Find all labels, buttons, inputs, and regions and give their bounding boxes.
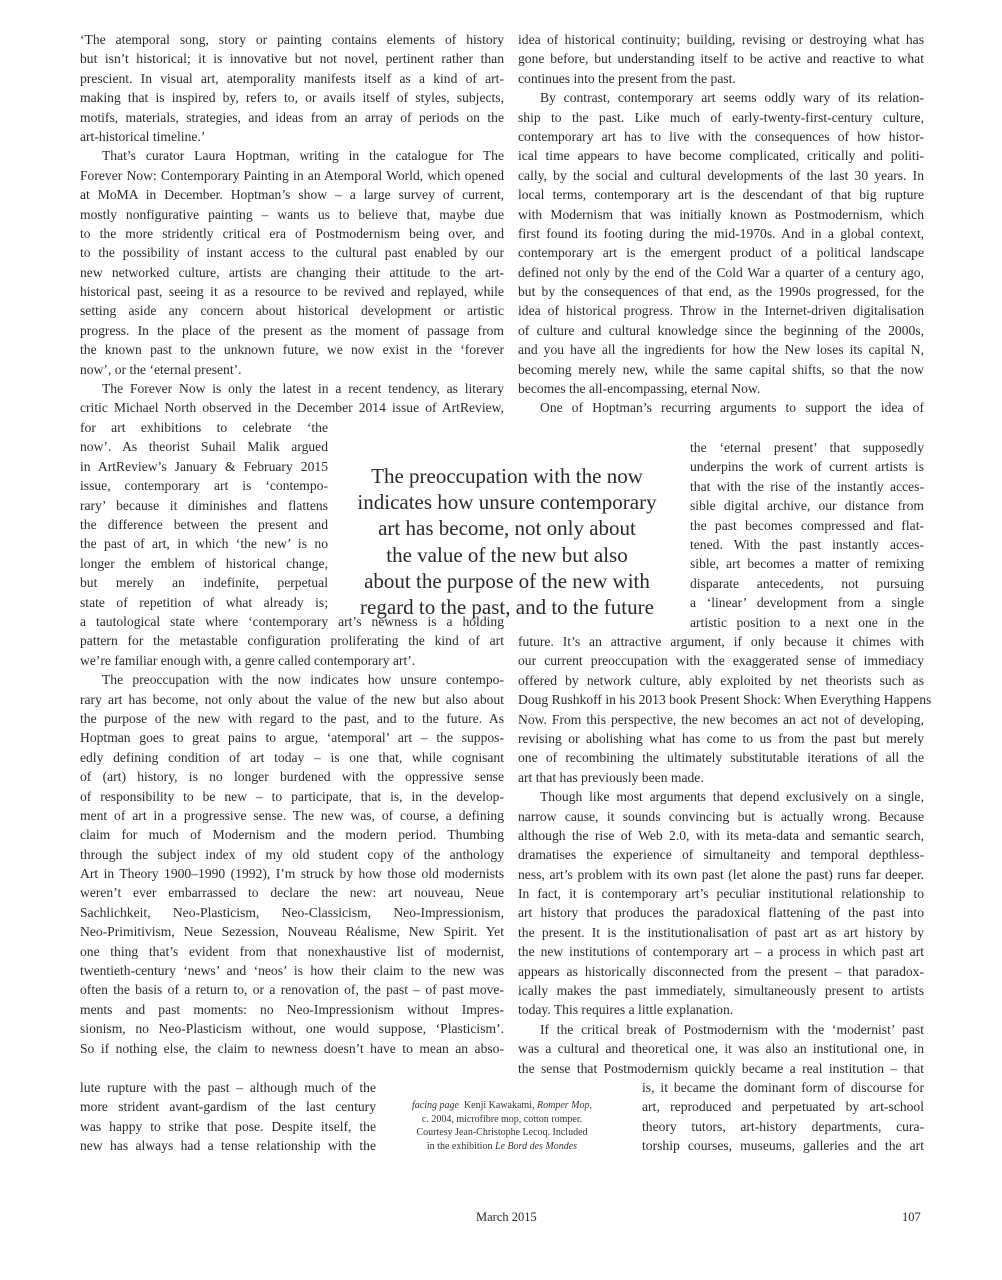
left-column-narrow <box>80 418 328 612</box>
text-line: today. This requires a little explanation. <box>518 1002 734 1018</box>
text-line: weren’t ever embarrassed to declare the new: art nouveau, Neue <box>80 885 504 901</box>
text-line: rary art has become, not only about the value of the new but also about <box>80 691 504 707</box>
text-line: a tautological state where ‘contemporary art’s newness is a holding <box>80 614 504 629</box>
text-line: the purpose of the new with regard to the past, and to the future. As <box>80 710 504 726</box>
text-line: art that has previously been made. <box>518 769 704 785</box>
caption-line: facing page Kenji Kawakami, Romper Mop, <box>412 1100 592 1111</box>
text-line: The preoccupation with the now indicates how unsure contempo- <box>102 672 504 688</box>
caption-line: c. 2004, microfibre mop, cotton romper. <box>421 1113 583 1125</box>
text-line: but by the consequences of that end, as the 1990s progressed, for the <box>518 284 924 300</box>
caption-line: Courtesy Jean-Christophe Lecoq. Included <box>416 1127 588 1139</box>
text-line: prescient. In visual art, atemporality manifests itself as a kind of art- <box>80 70 504 86</box>
text-line: in ArtReview’s January & February 2015 <box>80 458 328 474</box>
pull-quote <box>352 463 662 620</box>
text-line: critic Michael North observed in the December 2014 issue of ArtReview, <box>80 400 504 416</box>
text-line: underpins the work of current artists is <box>690 459 924 475</box>
text-line: ship to the past. Like much of early-twenty-first-century culture, <box>518 109 924 125</box>
text-line: but isn’t historical; it is innovative but not novel, pertinent rather than <box>80 51 504 67</box>
text-line: of responsibility to be new – to participate, that is, in the develop- <box>80 788 504 804</box>
text-line: motifs, materials, strategies, and ideas from an array of periods on the <box>80 109 504 125</box>
text-line: new networked culture, artists are changing their attitude to the art- <box>80 264 504 280</box>
text-line: Neo-Primitivism, Neue Sezession, Nouveau Réalisme, New Spirit. Yet <box>80 924 504 940</box>
pull-quote-line: indicates how unsure contemporary <box>357 490 657 515</box>
text-line: the sense that Postmodernism quickly became a real institution – that <box>518 1060 924 1076</box>
text-line: local terms, contemporary art is the descendant of that big rupture <box>518 187 924 203</box>
text-line: for art exhibitions to celebrate ‘the <box>80 420 328 435</box>
text-line: So if nothing else, the claim to newness doesn’t have to mean an abso- <box>80 1040 504 1056</box>
text-line: the ‘eternal present’ that supposedly <box>690 440 924 455</box>
text-line: ness, art’s problem with its own past (let alone the past) runs far deeper. <box>518 866 924 882</box>
text-line: twentieth-century ‘news’ and ‘neos’ is how their claim to the new was <box>80 963 504 979</box>
pull-quote-line: the value of the new but also <box>386 542 628 567</box>
text-line: mostly nonfigurative painting – wants us to believe that, maybe due <box>80 206 504 222</box>
text-line: theory tutors, art-history departments, cura- <box>642 1118 924 1134</box>
text-line: continues into the present from the past. <box>518 70 736 86</box>
caption-artwork-title: Romper Mop <box>536 1100 590 1111</box>
text-line: ically makes the past immediately, simultaneously present to artists <box>518 983 924 999</box>
page-number: 107 <box>902 1210 921 1224</box>
text-line: sionism, no Neo-Plasticism without, one would suppose, ‘Plasticism’. <box>80 1021 504 1037</box>
text-line: longer the emblem of historical change, <box>80 555 328 571</box>
footer-date: March 2015 <box>476 1210 537 1224</box>
pull-quote-line: about the purpose of the new with <box>364 568 650 593</box>
text-line: a ‘linear’ development from a single <box>690 595 924 611</box>
text-line: art, reproduced and perpetuated by art-school <box>642 1099 924 1115</box>
text-line: although the rise of Web 2.0, with its meta-data and semantic search, <box>518 827 924 843</box>
text-line: sible digital archive, our distance from <box>690 498 924 514</box>
text-line: that with the rise of the instantly acces- <box>690 478 924 494</box>
text-line: tened. With the past instantly acces- <box>690 536 924 552</box>
text-line: pattern for the metastable configuration proliferating the kind of art <box>80 633 504 649</box>
text-line: Though like most arguments that depend exclusively on a single, <box>540 789 924 805</box>
text-line: By contrast, contemporary art seems oddly wary of its relation- <box>540 90 924 106</box>
pull-quote-line: The preoccupation with the now <box>371 464 643 488</box>
text-line: Now. From this perspective, the new becomes an act not of developing, <box>518 711 924 727</box>
text-line: art-historical timeline.’ <box>80 128 206 144</box>
text-line: the present. It is the institutionalisation of past art as art history by <box>518 924 924 940</box>
text-line: Forever Now: Contemporary Painting in an Atemporal World, which opened <box>80 167 504 183</box>
text-line: In fact, it is contemporary art’s peculiar institutional relationship to <box>518 886 924 902</box>
image-caption <box>392 1099 612 1153</box>
right-column-top <box>518 30 924 418</box>
text-line: becoming merely new, while the same capital shifts, so that the now <box>518 361 924 377</box>
text-line: cally, by the social and cultural developments of the last 30 years. In <box>518 167 924 183</box>
left-column-bottom-narrow <box>80 1078 376 1156</box>
text-line: disparate antecedents, not pursuing <box>690 575 924 591</box>
text-line: lute rupture with the past – although much of the <box>80 1080 376 1095</box>
text-line: becomes the all-encompassing, eternal Now. <box>518 381 761 397</box>
text-line: future. It’s an attractive argument, if only because it chimes with <box>518 634 924 649</box>
text-line: issue, contemporary art is ‘contempo- <box>80 478 328 494</box>
text-line: state of repetition of what already is; <box>80 594 328 610</box>
text-line: the difference between the present and <box>80 516 328 532</box>
text-line: The Forever Now is only the latest in a recent tendency, as literary <box>102 381 504 397</box>
text-line: narrow cause, it sounds convincing but is actually wrong. Because <box>518 808 924 824</box>
text-line: That’s curator Laura Hoptman, writing in the catalogue for The <box>102 148 504 164</box>
right-column-narrow <box>690 438 924 632</box>
text-line: historical past, seeing it as a resource to be revived and replayed, while <box>80 284 504 300</box>
caption-line: in the exhibition Le Bord des Mondes <box>426 1140 578 1152</box>
text-line: to the possibility of instant access to the cultural past enabled by our <box>80 245 504 261</box>
text-line: the past becomes compressed and flat- <box>690 517 924 533</box>
text-line: often the basis of a return to, or a renovation of, the past – of past move- <box>80 982 504 998</box>
text-line: new has always had a tense relationship with the <box>80 1138 376 1154</box>
text-line: to the more stridently critical era of Postmodernism being over, and <box>80 225 504 241</box>
text-line: of culture and cultural knowledge since the beginning of the 2000s, <box>518 322 924 338</box>
text-line: ment of art in a progressive sense. The new was, of course, a defining <box>80 807 504 823</box>
text-line: idea of historical continuity; building, revising or destroying what has <box>518 32 924 47</box>
text-line: at MoMA in December. Hoptman’s show – a large survey of current, <box>80 187 504 203</box>
text-line: the past of art, in which ‘the new’ is no <box>80 536 328 552</box>
text-line: ments and past moments: no Neo-Impressionism without Impres- <box>80 1001 504 1017</box>
text-line: One of Hoptman’s recurring arguments to support the idea of <box>540 400 924 416</box>
text-line: idea of historical progress. Throw in the Internet-driven digitalisation <box>518 303 924 319</box>
text-line: the known past to the unknown future, we now exist in the ‘forever <box>80 342 504 358</box>
text-line: our current preoccupation with the exaggerated sense of immediacy <box>518 653 924 669</box>
text-line: and you have all the ingredients for how the New loses its capital N, <box>518 342 924 358</box>
text-line: now’, or the ‘eternal present’. <box>80 361 242 377</box>
text-line: Hoptman goes to great pains to argue, ‘atemporal’ art – the suppos- <box>80 730 504 746</box>
text-line: more strident avant-gardism of the last century <box>80 1099 376 1115</box>
pull-quote-line: art has become, not only about <box>378 516 636 541</box>
caption-label: facing page <box>412 1100 459 1111</box>
text-line: art history that produces the paradoxical flattening of the past into <box>518 905 924 921</box>
text-line: gone before, but understanding itself to be active and reactive to what <box>518 51 924 67</box>
text-line: defined not only by the end of the Cold War a quarter of a century ago, <box>518 264 924 280</box>
text-line: artistic position to a next one in the <box>690 614 924 630</box>
text-line: rary’ because it diminishes and flattens <box>80 497 328 513</box>
text-line: ‘The atemporal song, story or painting contains elements of history <box>80 32 504 47</box>
text-line: first found its footing during the mid-1970s. And in a global context, <box>518 225 924 241</box>
text-line: dramatises the experience of simultaneity and temporal depthless- <box>518 847 924 863</box>
text-line: but merely an indefinite, perpetual <box>80 575 328 591</box>
text-line: was happy to strike that pose. Despite itself, the <box>80 1118 376 1134</box>
text-line: claim for much of Modernism and the modern period. Thumbing <box>80 827 504 843</box>
text-line: making that is inspired by, refers to, or avails itself of styles, subjects, <box>80 90 504 106</box>
right-column-middle <box>518 632 932 1078</box>
text-line: one of recombining the ultimately substitutable iterations of all the <box>518 750 924 766</box>
left-column-top <box>80 30 504 418</box>
text-line: sible, art becomes a matter of remixing <box>690 556 924 572</box>
right-column-bottom-narrow <box>642 1078 924 1156</box>
text-line: edly defining condition of art today – is one that, while cognisant <box>80 749 504 765</box>
text-line: revising or abolishing what has come to us from the past but merely <box>518 730 924 746</box>
caption-exhibition-title: Le Bord des Mondes <box>494 1140 578 1152</box>
text-line: through the subject index of my old student copy of the anthology <box>80 846 504 862</box>
text-line: ical time appears to have become complicated, critically and politi- <box>518 148 924 164</box>
text-line: now’. As theorist Suhail Malik argued <box>80 439 328 455</box>
text-line: of (art) history, is no longer burdened with the oppressive sense <box>80 769 504 785</box>
left-column-middle <box>80 612 504 1058</box>
text-line: is, it became the dominant form of discourse for <box>642 1080 924 1095</box>
text-line: Doug Rushkoff in his 2013 book Present Shock: When Everything Happens <box>518 692 932 708</box>
text-line: contemporary art has to live with the consequences of how histor- <box>518 128 924 144</box>
text-line: one thing that’s evident from that nonexhaustive list of modernist, <box>80 943 504 959</box>
text-line: Sachlichkeit, Neo-Plasticism, Neo-Classicism, Neo-Impressionism, <box>80 904 504 920</box>
text-line: with Modernism that was initially known as Postmodernism, which <box>518 206 924 222</box>
text-line: torship courses, museums, galleries and the art <box>642 1138 924 1154</box>
text-line: progress. In the place of the present as the moment of passage from <box>80 322 504 338</box>
text-line: offered by network culture, ably exploited by net theorists such as <box>518 672 924 688</box>
text-line: setting aside any concern about historical development or artistic <box>80 303 504 319</box>
text-line: If the critical break of Postmodernism with the ‘modernist’ past <box>540 1021 924 1037</box>
text-line: contemporary art is the emergent product of a political landscape <box>518 245 924 261</box>
text-line: the new institutions of contemporary art – a process in which past art <box>518 944 924 960</box>
pull-quote-line: regard to the past, and to the future <box>360 595 654 620</box>
text-line: Art in Theory 1900–1990 (1992), I’m struck by how those old modernists <box>80 866 504 882</box>
text-line: appears as historically disconnected from the present – that paradox- <box>518 963 924 979</box>
text-line: was a cultural and theoretical one, it was also an institutional one, in <box>518 1041 924 1057</box>
text-line: we’re familiar enough with, a genre called contemporary art’. <box>80 652 416 668</box>
